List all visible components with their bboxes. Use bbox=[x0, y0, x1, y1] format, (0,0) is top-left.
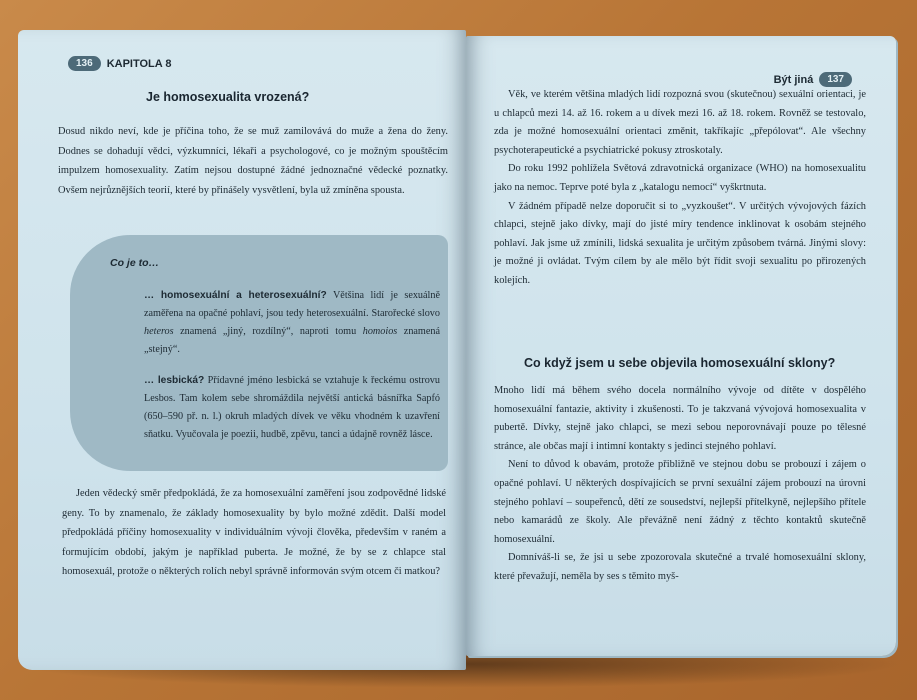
right-paragraph-5: Není to důvod k obavám, protože přibližně ve stejnou dobu se probouzí i zájem o opačné pohlaví. U některých dospívajících se první sexuální zájem probouzí na úrovni stejného pohlaví – soupeřenců, dětí ze sousedství, nejlepší přítelkyně, nejlepšího přítele nebo kamarádů ze školy. Ale převážně není žádný z těchto kontaktů skutečně homosexuální. bbox=[494, 459, 866, 545]
page-number-right: 137 bbox=[819, 72, 852, 87]
left-paragraph-1: Dosud nikdo neví, kde je příčina toho, že se muž zamilovává do muže a žena do ženy. Dodnes se dohadují vědci, výzkumníci, lékaři a psychologové, co je možným spouštěcím impulzem homosexuality. Zatím nejsou dostupné žádné jednoznačné vědecké poznatky. Ovšem nejrůznějších teorií, které by přinášely vysvětlení, byla už zmíněna spousta. bbox=[58, 126, 448, 196]
left-page bbox=[18, 30, 466, 670]
right-paragraph-6: Domníváš-li se, že jsi u sebe zpozorovala skutečné a trvalé homosexuální sklony, které převažují, neměla by ses s těmito myš- bbox=[494, 552, 866, 582]
right-page-header bbox=[774, 72, 852, 87]
section-title-left: Je homosexualita vrozená? bbox=[146, 90, 310, 104]
left-paragraph-2: Jeden vědecký směr předpokládá, že za homosexuální zaměření jsou zodpovědné lidské geny. To by znamenalo, že základy homosexuality by bylo možné zdědit. Další model předpokládá příčiny homosexuality v individuálním vývoji člověka, především v raném a formujícím období, jakým je například puberta. Je možné, že by se z chlapce stal homosexuál, protože o některých rolích nebyl správně informován svým otcem či matkou? bbox=[62, 488, 446, 577]
right-paragraph-3: V žádném případě nelze doporučit si to „vyzkoušet“. V určitých vývojových fázích chlapci, stejně jako dívky, mají do jisté míry tendence inklinovat k osobám stejného pohlaví. Jak jsme už zmínili, lidská sexualita je určitým způsobem tvárná. Jinými slovy: je možné ji ovládat. Tvým cílem by ale mělo být řídit svoji sexualitu po přirozených kolejích. bbox=[494, 200, 866, 286]
chapter-label: KAPITOLA 8 bbox=[106, 57, 172, 70]
definition-callout bbox=[70, 235, 448, 471]
callout-definition-1: … homosexuální a heterosexuální? Většina lidí je sexuálně zaměřena na opačné pohlaví, jsou tedy heterosexuální. Starořecké slovo heteros znamená „jiný, rozdílný“, naproti tomu homoios znamená „stejný“. bbox=[144, 290, 440, 355]
section-title-right: Co když jsem u sebe objevila homosexuální sklony? bbox=[524, 356, 836, 370]
right-paragraph-1: Věk, ve kterém většina mladých lidí rozpozná svou (skutečnou) sexuální orientaci, je u chlapců mezi 14. až 16. rokem a u dívek mezi 16. až 18. rokem. Rovněž se testovalo, zda je možné homosexuální orientaci změnit, takříkajíc „přepólovat“. Ale všechny psychoterapeutické a psychiatrické pokusy ztroskotaly. bbox=[494, 89, 866, 156]
right-text-block-2 bbox=[494, 382, 866, 587]
left-page-header bbox=[68, 56, 171, 71]
right-text-block-1 bbox=[494, 86, 866, 291]
right-paragraph-4: Mnoho lidí má během svého docela normálního vývoje od dítěte v dospělého homosexuální fantazie, aktivity i zkušenosti. To je takzvaná vývojová homosexualita v pubertě. Dívky, stejně jako chlapci, se mezi sebou neporovnávají pouze po tělesné stránce, ale občas mají i intimní kontakty s jedinci stejného pohlaví. bbox=[494, 385, 866, 452]
right-page bbox=[466, 36, 896, 656]
callout-definition-2: … lesbická? Přídavné jméno lesbická se vztahuje k řeckému ostrovu Lesbos. Tam kolem sebe shromáždila největší antická básnířka Sapfó (650–590 př. n. l.) okruh mladých dívek ve věku vhodném k uzavření sňatku. Vyučovala je poezii, hudbě, zpěvu, tanci a údajně rovněž lásce. bbox=[144, 375, 440, 440]
page-number-left: 136 bbox=[68, 56, 101, 71]
right-paragraph-2: Do roku 1992 pohlížela Světová zdravotnická organizace (WHO) na homosexualitu jako na nemoc. Teprve poté byla z „katalogu nemocí“ vyškrtnuta. bbox=[494, 163, 866, 193]
callout-label: Co je to… bbox=[110, 257, 159, 269]
running-head: Být jiná bbox=[773, 73, 814, 86]
